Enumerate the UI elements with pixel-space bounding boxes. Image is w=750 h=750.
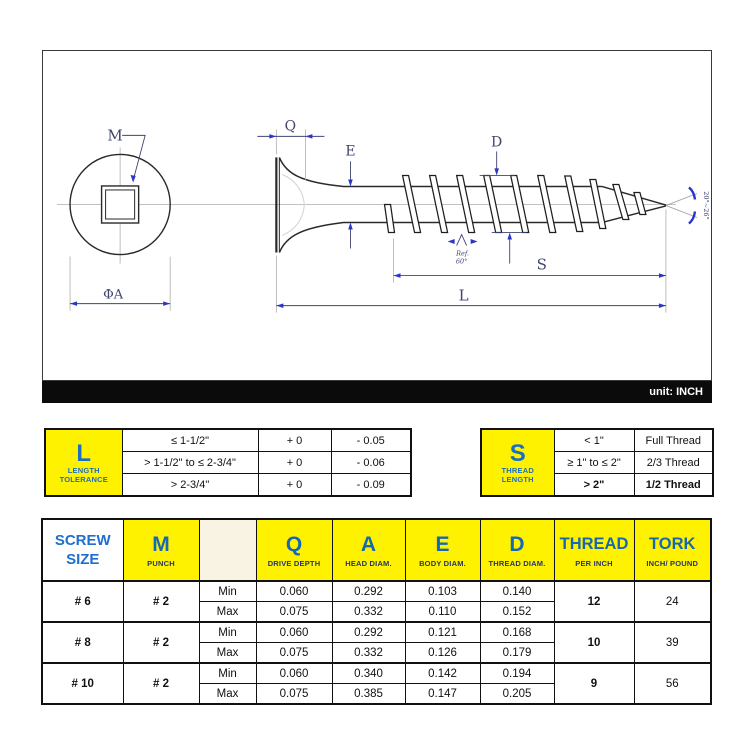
value-cell: 0.332: [332, 643, 405, 664]
value-cell: 0.385: [332, 684, 405, 705]
s-title-line1: THREAD: [501, 466, 534, 475]
minmax-label: Max: [199, 684, 256, 705]
table-row: [45, 429, 411, 452]
value-cell: 0.332: [332, 602, 405, 623]
arrow-q-left: [269, 134, 276, 139]
table-row: [42, 663, 711, 684]
s-value: Full Thread: [634, 429, 713, 452]
arrow-d-bottom: [507, 233, 512, 240]
l-plus: + 0: [258, 474, 331, 497]
l-title-line2: TOLERANCE: [59, 475, 108, 484]
unit-bar: [42, 381, 712, 403]
tork-cell: 24: [634, 581, 711, 622]
s-letter: S: [509, 440, 526, 467]
arrow-angle-right: [471, 239, 478, 244]
value-cell: 0.292: [332, 622, 405, 643]
header-subtitle: HEAD DIAM.: [345, 558, 392, 568]
arrow-angle-left: [448, 239, 455, 244]
tork-cell: 39: [634, 622, 711, 663]
punch-cell: # 2: [123, 663, 199, 704]
value-cell: 0.292: [332, 581, 405, 602]
length-tolerance-table: [44, 428, 412, 497]
dim-s: [394, 209, 666, 312]
value-cell: 0.075: [256, 684, 332, 705]
punch-cell: # 2: [123, 622, 199, 663]
header-letter: THREAD: [559, 534, 629, 553]
arrow-q-right: [305, 134, 312, 139]
value-cell: 0.168: [480, 622, 554, 643]
side-view-body: [276, 157, 666, 252]
header-q-drive-depth: [256, 519, 332, 581]
thread-flights: [385, 175, 646, 232]
size-cell: # 10: [42, 663, 123, 704]
value-cell: 0.121: [405, 622, 480, 643]
header-a-head-diam: [332, 519, 405, 581]
value-cell: 0.179: [480, 643, 554, 664]
s-range: > 2": [554, 474, 634, 497]
table-row: [481, 429, 713, 452]
header-letter: E: [435, 532, 450, 556]
header-subtitle: BODY DIAM.: [419, 558, 466, 568]
s-table-header-cell: [481, 429, 554, 496]
arrow-m: [131, 175, 136, 182]
value-cell: 0.060: [256, 622, 332, 643]
s-title-line2: LENGTH: [501, 475, 534, 484]
punch-cell: # 2: [123, 581, 199, 622]
header-subtitle: PER INCH: [575, 558, 613, 568]
value-cell: 0.075: [256, 602, 332, 623]
thread-per-inch-cell: 9: [554, 663, 634, 704]
l-letter: L: [76, 440, 92, 467]
value-cell: 0.110: [405, 602, 480, 623]
size-cell: # 6: [42, 581, 123, 622]
technical-drawing-panel: [42, 50, 712, 381]
s-value: 2/3 Thread: [634, 452, 713, 474]
dim-phi-a: [70, 257, 170, 311]
arrow-phi-a-left: [70, 301, 77, 306]
header-subtitle: DRIVE DEPTH: [267, 558, 321, 568]
arrow-l-left: [276, 303, 283, 308]
tork-cell: 56: [634, 663, 711, 704]
minmax-label: Min: [199, 581, 256, 602]
value-cell: 0.147: [405, 684, 480, 705]
value-cell: 0.194: [480, 663, 554, 684]
value-cell: 0.126: [405, 643, 480, 664]
l-range: > 2-3/4": [122, 474, 258, 497]
value-cell: 0.152: [480, 602, 554, 623]
l-plus: + 0: [258, 429, 331, 452]
value-cell: 0.340: [332, 663, 405, 684]
header-d-thread-diam: [480, 519, 554, 581]
minmax-label: Min: [199, 622, 256, 643]
minmax-label: Max: [199, 643, 256, 664]
dim-label-q: Q: [284, 118, 297, 135]
dim-label-m: M: [107, 126, 123, 145]
s-range: < 1": [554, 429, 634, 452]
arrow-l-right: [659, 303, 666, 308]
dim-label-l: L: [458, 286, 469, 305]
arrow-e-bottom: [348, 223, 353, 230]
screw-drawing: [43, 51, 711, 380]
dim-e: [345, 143, 355, 248]
header-m-punch: [123, 519, 199, 581]
screw-spec-table: [41, 518, 712, 705]
l-range: > 1-1/2" to ≤ 2-3/4": [122, 452, 258, 474]
unit-bar-text: unit: INCH: [649, 386, 703, 398]
value-cell: 0.075: [256, 643, 332, 664]
arrow-e-top: [348, 179, 353, 186]
dim-label-e: E: [345, 143, 356, 160]
l-range: ≤ 1-1/2": [122, 429, 258, 452]
dim-label-phi-a: ΦA: [103, 287, 124, 303]
thread-per-inch-cell: 12: [554, 581, 634, 622]
header-letter: A: [360, 532, 377, 556]
minmax-label: Min: [199, 663, 256, 684]
thread-angle-annotation: [448, 235, 478, 266]
screw-size-line2: SIZE: [66, 551, 100, 568]
l-minus: - 0.06: [331, 452, 411, 474]
value-cell: 0.060: [256, 663, 332, 684]
value-cell: 0.103: [405, 581, 480, 602]
thread-angle-deg-text: 60°: [455, 257, 468, 266]
l-plus: + 0: [258, 452, 331, 474]
s-value: 1/2 Thread: [634, 474, 713, 497]
arrow-s-left: [394, 273, 401, 278]
arrow-phi-a-right: [163, 301, 170, 306]
s-range: ≥ 1" to ≤ 2": [554, 452, 634, 474]
header-e-body-diam: [405, 519, 480, 581]
dim-q: [257, 118, 324, 180]
screw-size-line1: SCREW: [54, 532, 111, 549]
dim-label-d: D: [491, 134, 503, 151]
header-letter: Q: [285, 532, 303, 556]
header-tork: [634, 519, 711, 581]
thread-per-inch-cell: 10: [554, 622, 634, 663]
header-minmax-spacer: [199, 519, 256, 581]
header-subtitle: PUNCH: [147, 558, 175, 568]
header-subtitle: INCH/ POUND: [646, 558, 699, 568]
arrow-s-right: [659, 273, 666, 278]
l-title-line1: LENGTH: [67, 466, 100, 475]
tip-angle-annotation: [666, 187, 710, 223]
l-table-header-cell: [45, 429, 122, 496]
header-thread-per-inch: [554, 519, 634, 581]
value-cell: 0.205: [480, 684, 554, 705]
l-minus: - 0.05: [331, 429, 411, 452]
arrow-d-top: [494, 168, 499, 175]
thread-angle-ref-text: Ref.: [456, 249, 470, 258]
header-subtitle: THREAD DIAM.: [488, 558, 546, 568]
thread-length-table: [480, 428, 714, 497]
l-minus: - 0.09: [331, 474, 411, 497]
value-cell: 0.060: [256, 581, 332, 602]
header-letter: TORK: [649, 534, 696, 553]
dim-l: [276, 256, 666, 313]
table-row: [42, 622, 711, 643]
dim-label-s: S: [536, 255, 547, 274]
tip-angle-text: 20°~26°: [701, 191, 710, 220]
header-letter: D: [509, 532, 525, 556]
table-row: [42, 581, 711, 602]
header-screw-size: [42, 519, 123, 581]
header-letter: M: [152, 532, 170, 556]
minmax-label: Max: [199, 602, 256, 623]
value-cell: 0.142: [405, 663, 480, 684]
value-cell: 0.140: [480, 581, 554, 602]
spec-header-row: [42, 519, 711, 581]
size-cell: # 8: [42, 622, 123, 663]
